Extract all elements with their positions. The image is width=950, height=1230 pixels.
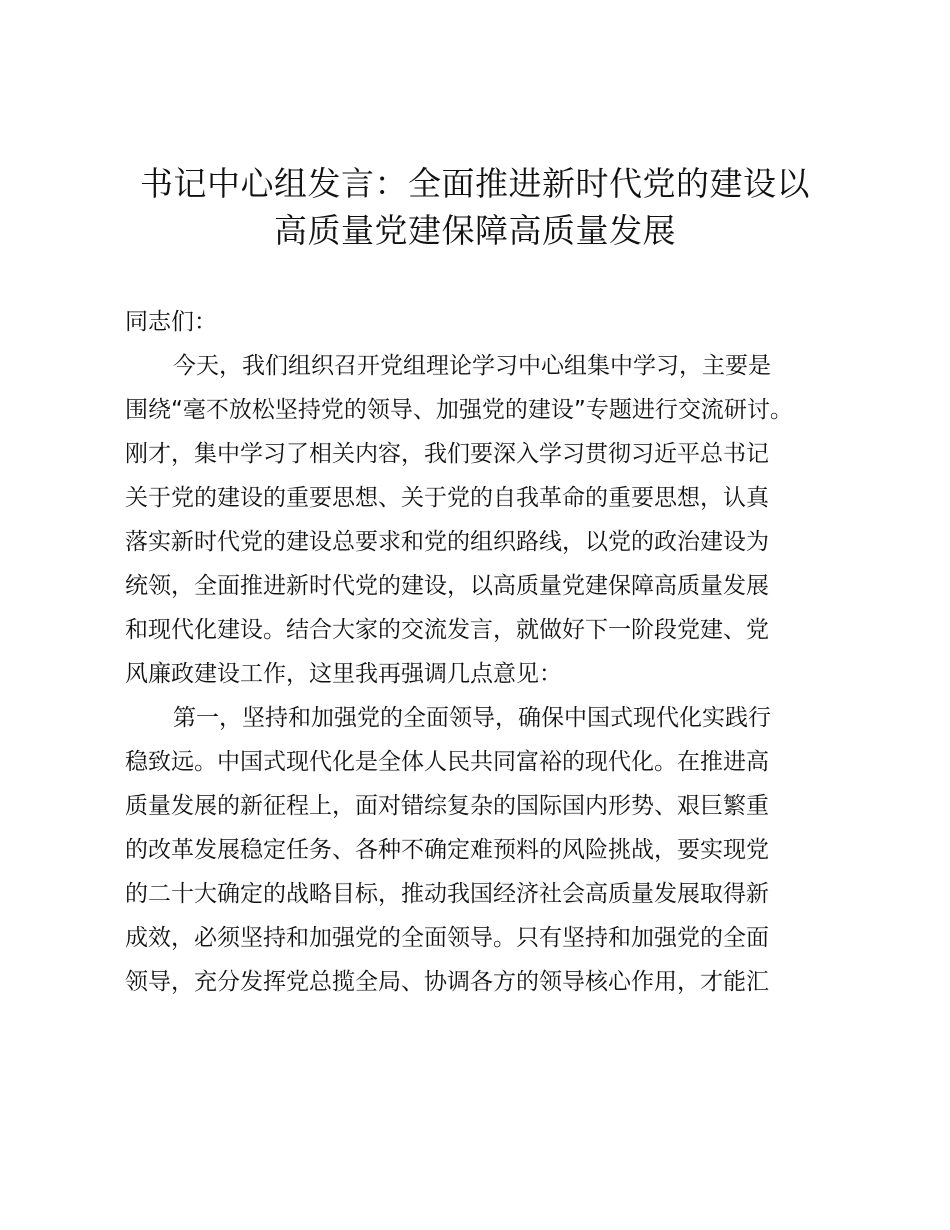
- paragraph-1: [125, 344, 841, 696]
- paragraph-line: 风廉政建设工作，这里我再强调几点意见：: [125, 661, 562, 687]
- paragraph-line: 第一，坚持和加强党的全面领导，确保中国式现代化实践行: [173, 705, 771, 731]
- title-line: 书记中心组发言：全面推进新时代党的建设以: [140, 164, 810, 203]
- paragraph-line: 领导，充分发挥党总揽全局、协调各方的领导核心作用，才能汇: [125, 969, 769, 995]
- paragraph-line: 质量发展的新征程上，面对错综复杂的国际国内形势、艰巨繁重: [125, 793, 769, 819]
- paragraph-line: 刚才，集中学习了相关内容，我们要深入学习贯彻习近平总书记: [125, 441, 769, 467]
- paragraph-line: 落实新时代党的建设总要求和党的组织路线，以党的政治建设为: [125, 529, 769, 555]
- paragraph-line: 今天，我们组织召开党组理论学习中心组集中学习，主要是: [173, 353, 771, 379]
- paragraph-line: 围绕“毫不放松坚持党的领导、加强党的建设”专题进行交流研讨。: [125, 397, 793, 423]
- paragraph-line: 成效，必须坚持和加强党的全面领导。只有坚持和加强党的全面: [125, 925, 769, 951]
- paragraph-line: 的二十大确定的战略目标，推动我国经济社会高质量发展取得新: [125, 881, 769, 907]
- paragraph-line: 的改革发展稳定任务、各种不确定难预料的风险挑战，要实现党: [125, 837, 769, 863]
- paragraph-line: 稳致远。中国式现代化是全体人民共同富裕的现代化。在推进高: [125, 749, 769, 775]
- paragraph-2: [125, 696, 841, 1004]
- paragraph-line: 统领，全面推进新时代党的建设，以高质量党建保障高质量发展: [125, 573, 769, 599]
- paragraph-line: 关于党的建设的重要思想、关于党的自我革命的重要思想，认真: [125, 485, 769, 511]
- salutation: 同志们：: [125, 309, 217, 335]
- title-line: 高质量党建保障高质量发展: [274, 211, 676, 250]
- document-title: [100, 160, 850, 254]
- document-body: [125, 300, 841, 1004]
- paragraph-line: 和现代化建设。结合大家的交流发言，就做好下一阶段党建、党: [125, 617, 769, 643]
